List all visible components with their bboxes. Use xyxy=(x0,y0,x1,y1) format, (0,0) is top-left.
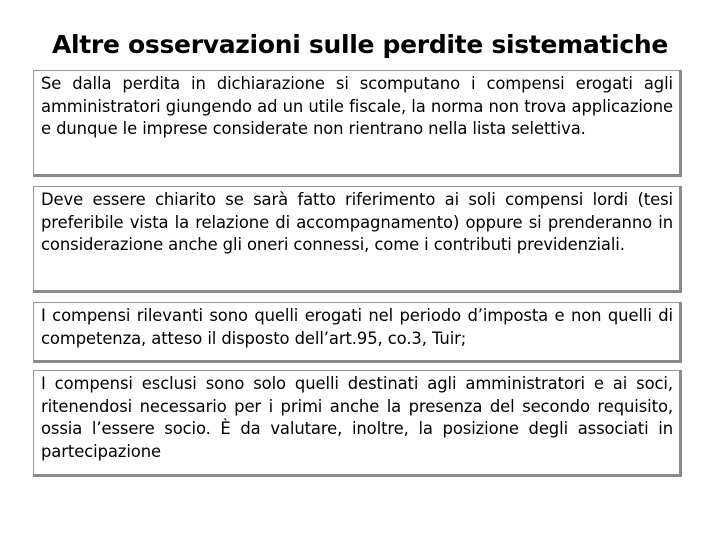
text-box-2-content: Deve essere chiarito se sarà fatto riferimento ai soli compensi lordi (tesi preferibile vista la relazione di accompagnamento) oppure si prenderanno in considerazione anche gli oneri connessi, come i contributi previdenziali. xyxy=(41,190,673,254)
text-box-4-content: I compensi esclusi sono solo quelli destinati agli amministratori e ai soci, ritenendosi necessario per i primi anche la presenza del secondo requisito, ossia l’essere socio. È da valutare, inoltre, la posizione degli associati in partecipazione xyxy=(41,374,673,461)
text-box-3-content: I compensi rilevanti sono quelli erogati nel periodo d’imposta e non quelli di competenza, atteso il disposto dell’art.95, co.3, Tuir; xyxy=(41,306,673,348)
slide-title: Altre osservazioni sulle perdite sistematiche xyxy=(51,30,669,59)
text-box-4 xyxy=(33,370,682,477)
text-box-2 xyxy=(33,186,682,293)
text-box-3 xyxy=(33,302,682,363)
text-box-1 xyxy=(33,70,682,177)
text-box-1-content: Se dalla perdita in dichiarazione si scomputano i compensi erogati agli amministratori giungendo ad un utile fiscale, la norma non trova applicazione e dunque le imprese considerate non rientrano nella lista selettiva. xyxy=(41,74,673,138)
